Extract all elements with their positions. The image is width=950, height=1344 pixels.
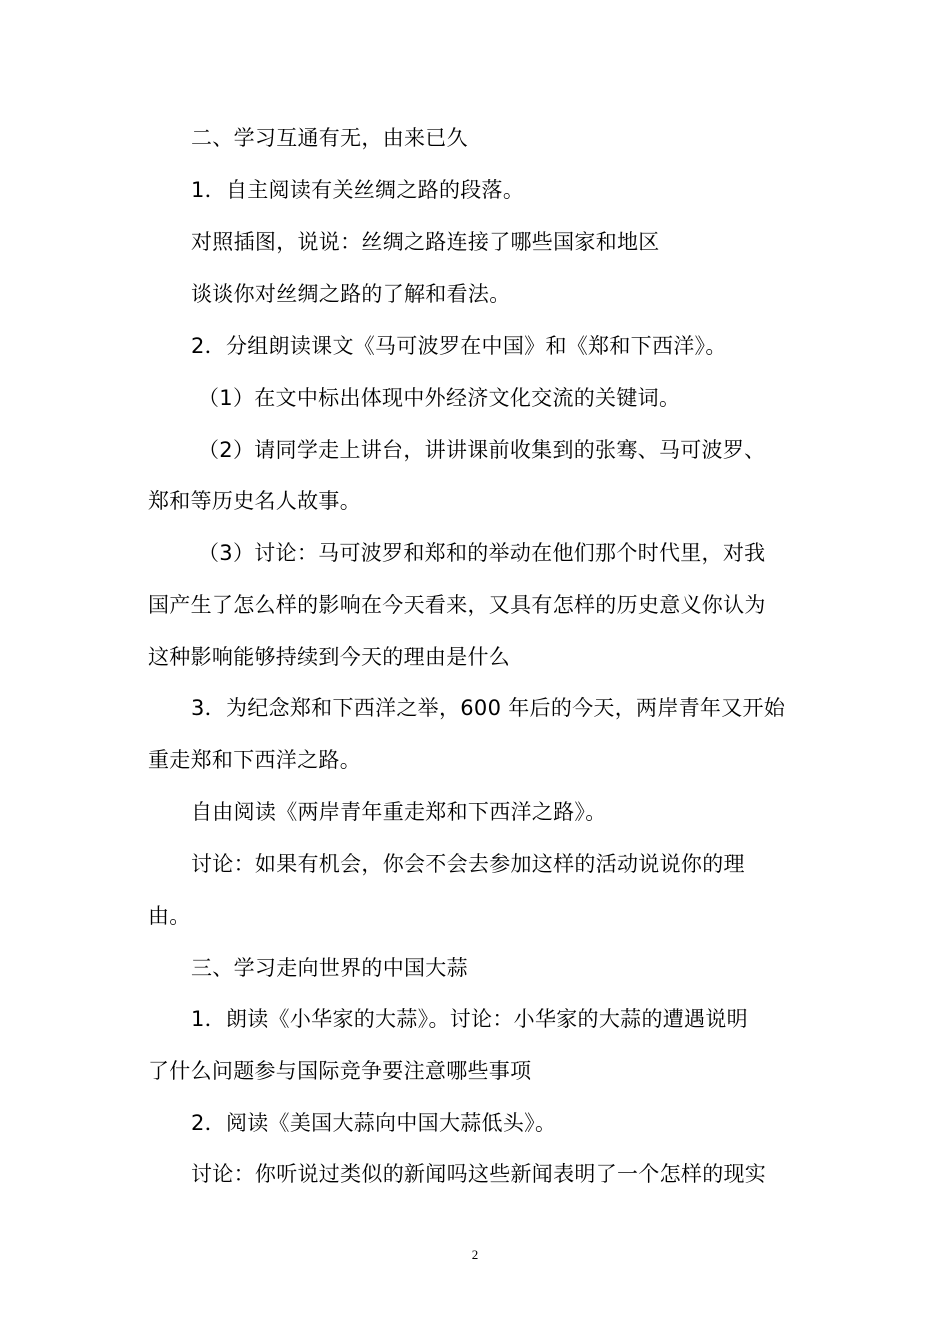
paragraph-line: 国产生了怎么样的影响在今天看来，又具有怎样的历史意义你认为 — [148, 593, 766, 617]
paragraph-line: （3）讨论：马可波罗和郑和的举动在他们那个时代里，对我 — [198, 541, 766, 565]
paragraph-line: （2）请同学走上讲台，讲讲课前收集到的张骞、马可波罗、 — [198, 438, 766, 462]
section-heading-2: 二、学习互通有无，由来已久 — [191, 126, 468, 150]
paragraph-line: 了什么问题参与国际竞争要注意哪些事项 — [148, 1059, 532, 1083]
paragraph-line: （1）在文中标出体现中外经济文化交流的关键词。 — [198, 386, 681, 410]
paragraph-line: 谈谈你对丝绸之路的了解和看法。 — [191, 282, 511, 306]
paragraph-line: 2．分组朗读课文《马可波罗在中国》和《郑和下西洋》。 — [191, 334, 727, 358]
paragraph-line: 3．为纪念郑和下西洋之举，600 年后的今天，两岸青年又开始 — [191, 696, 786, 720]
paragraph-line: 由。 — [148, 904, 191, 928]
paragraph-line: 1．朗读《小华家的大蒜》。讨论：小华家的大蒜的遭遇说明 — [191, 1007, 748, 1031]
paragraph-line: 2．阅读《美国大蒜向中国大蒜低头》。 — [191, 1111, 557, 1135]
paragraph-line: 郑和等历史名人故事。 — [148, 489, 361, 513]
paragraph-line: 讨论：如果有机会，你会不会去参加这样的活动说说你的理 — [191, 852, 745, 876]
paragraph-line: 这种影响能够持续到今天的理由是什么 — [148, 645, 511, 669]
paragraph-line: 自由阅读《两岸青年重走郑和下西洋之路》。 — [191, 800, 607, 824]
page-number: 2 — [471, 1247, 479, 1262]
section-heading-3: 三、学习走向世界的中国大蒜 — [191, 956, 468, 980]
paragraph-line: 重走郑和下西洋之路。 — [148, 748, 361, 772]
paragraph-line: 1．自主阅读有关丝绸之路的段落。 — [191, 178, 525, 202]
paragraph-line: 对照插图，说说：丝绸之路连接了哪些国家和地区 — [191, 230, 660, 254]
paragraph-line: 讨论：你听说过类似的新闻吗这些新闻表明了一个怎样的现实 — [191, 1162, 767, 1186]
